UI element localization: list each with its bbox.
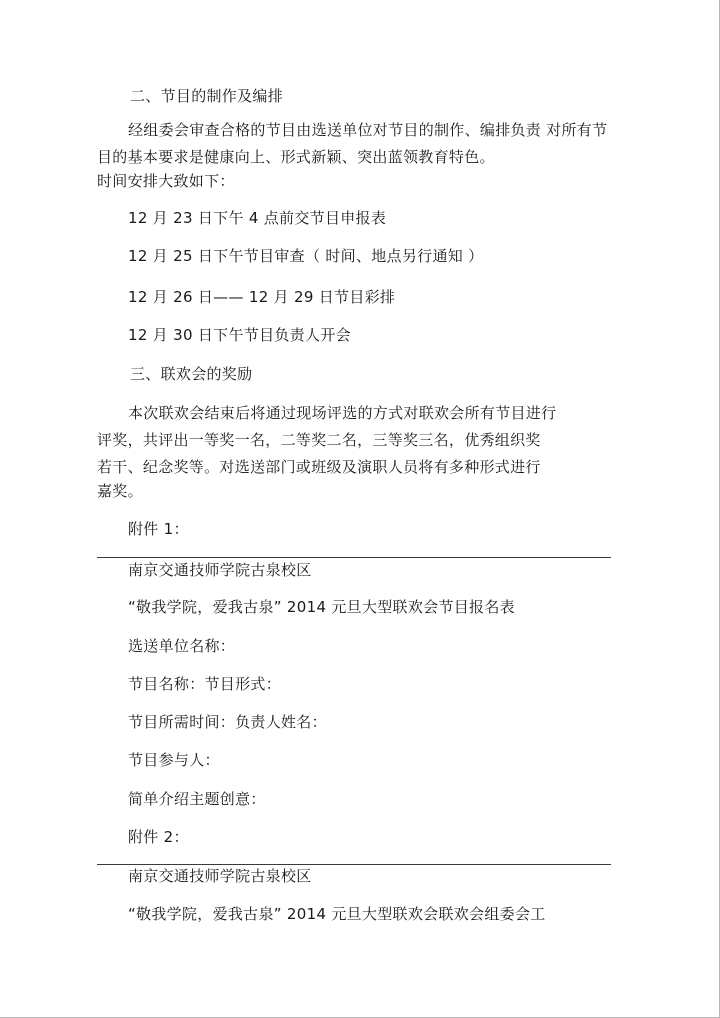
- section-3-heading: 三、联欢会的奖励: [130, 365, 253, 383]
- schedule-item: 12 月 25 日下午节目审查（ 时间、地点另行通知 ）: [128, 247, 484, 265]
- form-field-label: 节目所需时间：负责人姓名：: [128, 713, 327, 731]
- divider-line: [97, 557, 611, 558]
- attachment-1-school: 南京交通技师学院古泉校区: [128, 561, 312, 579]
- form-field-label: 节目名称：节目形式：: [128, 675, 282, 693]
- section-3-paragraph-line: 若干、纪念奖等。对选送部门或班级及演职人员将有多种形式进行: [97, 458, 541, 476]
- attachment-1-form-title: “敬我学院，爱我古泉” 2014 元旦大型联欢会节目报名表: [128, 598, 515, 616]
- attachment-2-title: “敬我学院，爱我古泉” 2014 元旦大型联欢会联欢会组委会工: [128, 905, 546, 923]
- form-field-label: 节目参与人：: [128, 751, 220, 769]
- schedule-intro: 时间安排大致如下：: [97, 172, 235, 190]
- form-field-label: 选送单位名称：: [128, 637, 236, 655]
- section-3-paragraph-line: 本次联欢会结束后将通过现场评选的方式对联欢会所有节目进行: [128, 404, 557, 422]
- form-field-label: 简单介绍主题创意：: [128, 790, 266, 808]
- attachment-2-label: 附件 2：: [128, 828, 189, 846]
- section-3-paragraph-line: 嘉奖。: [97, 482, 143, 500]
- attachment-2-school: 南京交通技师学院古泉校区: [128, 867, 312, 885]
- schedule-item: 12 月 26 日—— 12 月 29 日节目彩排: [128, 288, 396, 306]
- section-2-paragraph-line-1: 经组委会审查合格的节目由选送单位对节目的制作、编排负责 对所有节: [128, 121, 608, 139]
- section-2-heading: 二、节目的制作及编排: [130, 87, 284, 105]
- divider-line: [97, 864, 611, 865]
- section-3-paragraph-line: 评奖，共评出一等奖一名，二等奖二名，三等奖三名，优秀组织奖: [97, 431, 541, 449]
- schedule-item: 12 月 23 日下午 4 点前交节目申报表: [128, 209, 387, 227]
- schedule-item: 12 月 30 日下午节目负责人开会: [128, 326, 351, 344]
- section-2-paragraph-line-2: 目的基本要求是健康向上、形式新颖、突出蓝领教育特色。: [97, 148, 495, 166]
- attachment-1-label: 附件 1：: [128, 520, 189, 538]
